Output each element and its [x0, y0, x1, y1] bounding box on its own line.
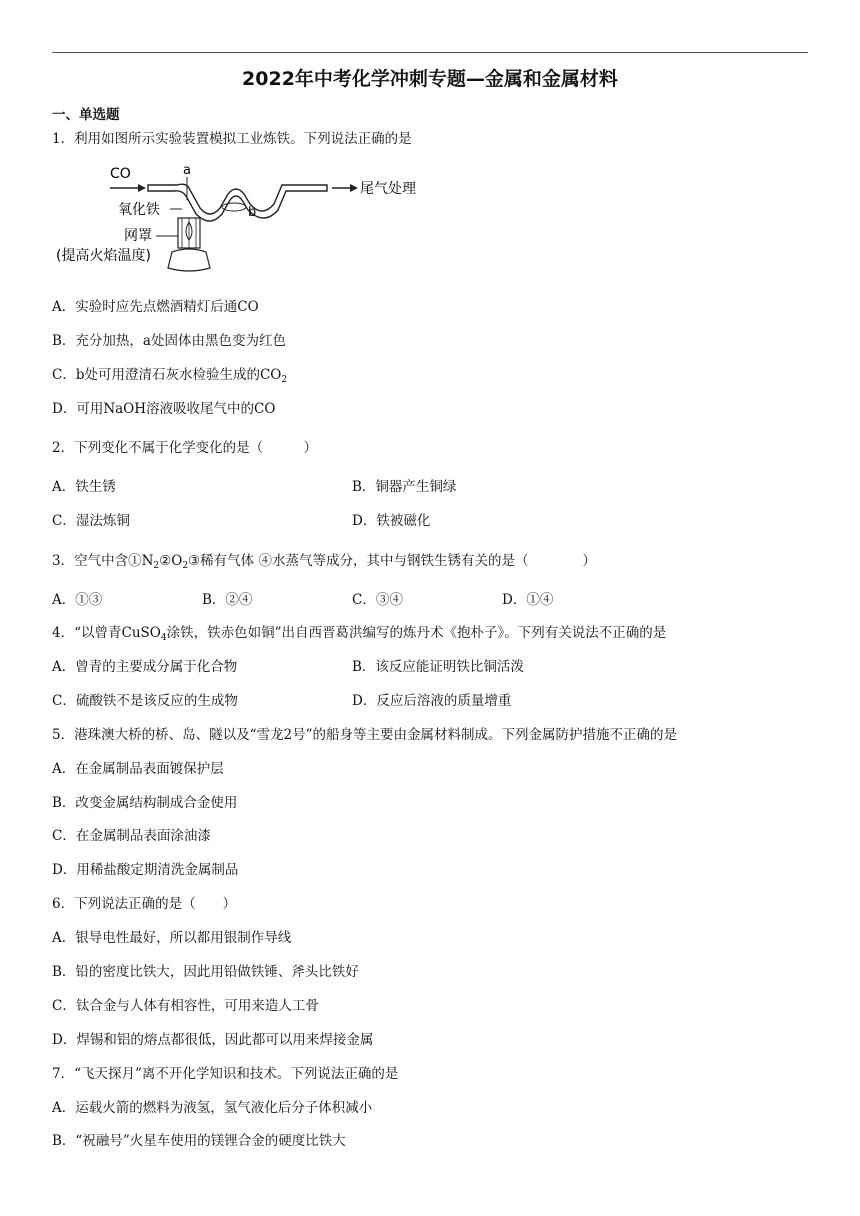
q5-option-d: D．用稀盐酸定期清洗金属制品: [52, 862, 239, 878]
q4-stem: 4．“以曾青CuSO$_4$涂铁，铁赤色如铜”出自西晋葛洪编写的炼丹术《抱朴子》。下列有关说法不正确的是: [52, 625, 667, 643]
q3-stem: 3．空气中含$①N_2②O_2③$稀有气体 ④水蒸气等成分，其中与钢铁生锈有关的是（ ）: [52, 553, 596, 571]
q1-stem: 1．利用如图所示实验装置模拟工业炼铁。下列说法正确的是: [52, 131, 412, 147]
q1-option-a: A．实验时应先点燃酒精灯后通CO: [52, 299, 259, 315]
q6-option-a: A．银导电性最好，所以都用银制作导线: [52, 930, 292, 946]
q3-option-b: B．②④: [202, 592, 253, 608]
figure-label-mesh: 网罩: [124, 228, 152, 244]
q5-option-a: A．在金属制品表面镀保护层: [52, 761, 224, 777]
q1-option-b: B．充分加热，a处固体由黑色变为红色: [52, 333, 286, 349]
q3-option-c: C．③④: [352, 592, 403, 608]
q2-option-b: B．铜器产生铜绿: [352, 479, 457, 495]
figure-label-co: CO: [110, 166, 131, 182]
q5-stem: 5．港珠澳大桥的桥、岛、隧以及“雪龙2号”的船身等主要由金属材料制成。下列金属防护措施不正确的是: [52, 727, 677, 743]
q3-option-a: A．①③: [52, 592, 103, 608]
figure-label-a: a: [183, 163, 191, 178]
q7-stem: 7．“飞天探月”离不开化学知识和技术。下列说法正确的是: [52, 1066, 399, 1082]
q6-stem: 6．下列说法正确的是（ ）: [52, 896, 237, 912]
q2-option-a: A．铁生锈: [52, 479, 116, 495]
q6-option-b: B．铅的密度比铁大，因此用铅做铁锤、斧头比铁好: [52, 964, 359, 980]
q4-option-d: D．反应后溶液的质量增重: [352, 693, 512, 709]
figure-label-b: b: [248, 205, 257, 220]
q5-option-b: B．改变金属结构制成合金使用: [52, 795, 238, 811]
q7-option-a: A．运载火箭的燃料为液氢，氢气液化后分子体积减小: [52, 1100, 373, 1116]
q2-option-c: C．湿法炼铜: [52, 513, 130, 529]
q1-option-c: C．b处可用澄清石灰水检验生成的$CO_2$: [52, 367, 288, 385]
q4-option-a: A．曾青的主要成分属于化合物: [52, 659, 238, 675]
figure-label-iron-oxide: 氧化铁: [118, 202, 160, 218]
q6-option-d: D．焊锡和铝的熔点都很低，因此都可以用来焊接金属: [52, 1032, 374, 1048]
q4-option-b: B．该反应能证明铁比铜活泼: [352, 659, 524, 675]
q1-option-d: D．可用NaOH溶液吸收尾气中的CO: [52, 401, 276, 417]
page-title: 2022年中考化学冲刺专题—金属和金属材料: [242, 68, 618, 90]
figure-label-exhaust: 尾气处理: [360, 181, 416, 197]
q3-option-d: D．①④: [502, 592, 554, 608]
blast-furnace-apparatus-figure: [52, 160, 416, 278]
q5-option-c: C．在金属制品表面涂油漆: [52, 828, 211, 844]
section-heading: 一、单选题: [52, 107, 120, 123]
q6-option-c: C．钛合金与人体有相容性，可用来造人工骨: [52, 998, 319, 1014]
q2-stem: 2．下列变化不属于化学变化的是（ ）: [52, 440, 318, 456]
header-rule: [52, 52, 808, 53]
figure-label-flame: (提高火焰温度): [56, 248, 151, 264]
q7-option-b: B．“祝融号”火星车使用的镁锂合金的硬度比铁大: [52, 1133, 346, 1149]
q4-option-c: C．硫酸铁不是该反应的生成物: [52, 693, 238, 709]
q2-option-d: D．铁被磁化: [352, 513, 431, 529]
